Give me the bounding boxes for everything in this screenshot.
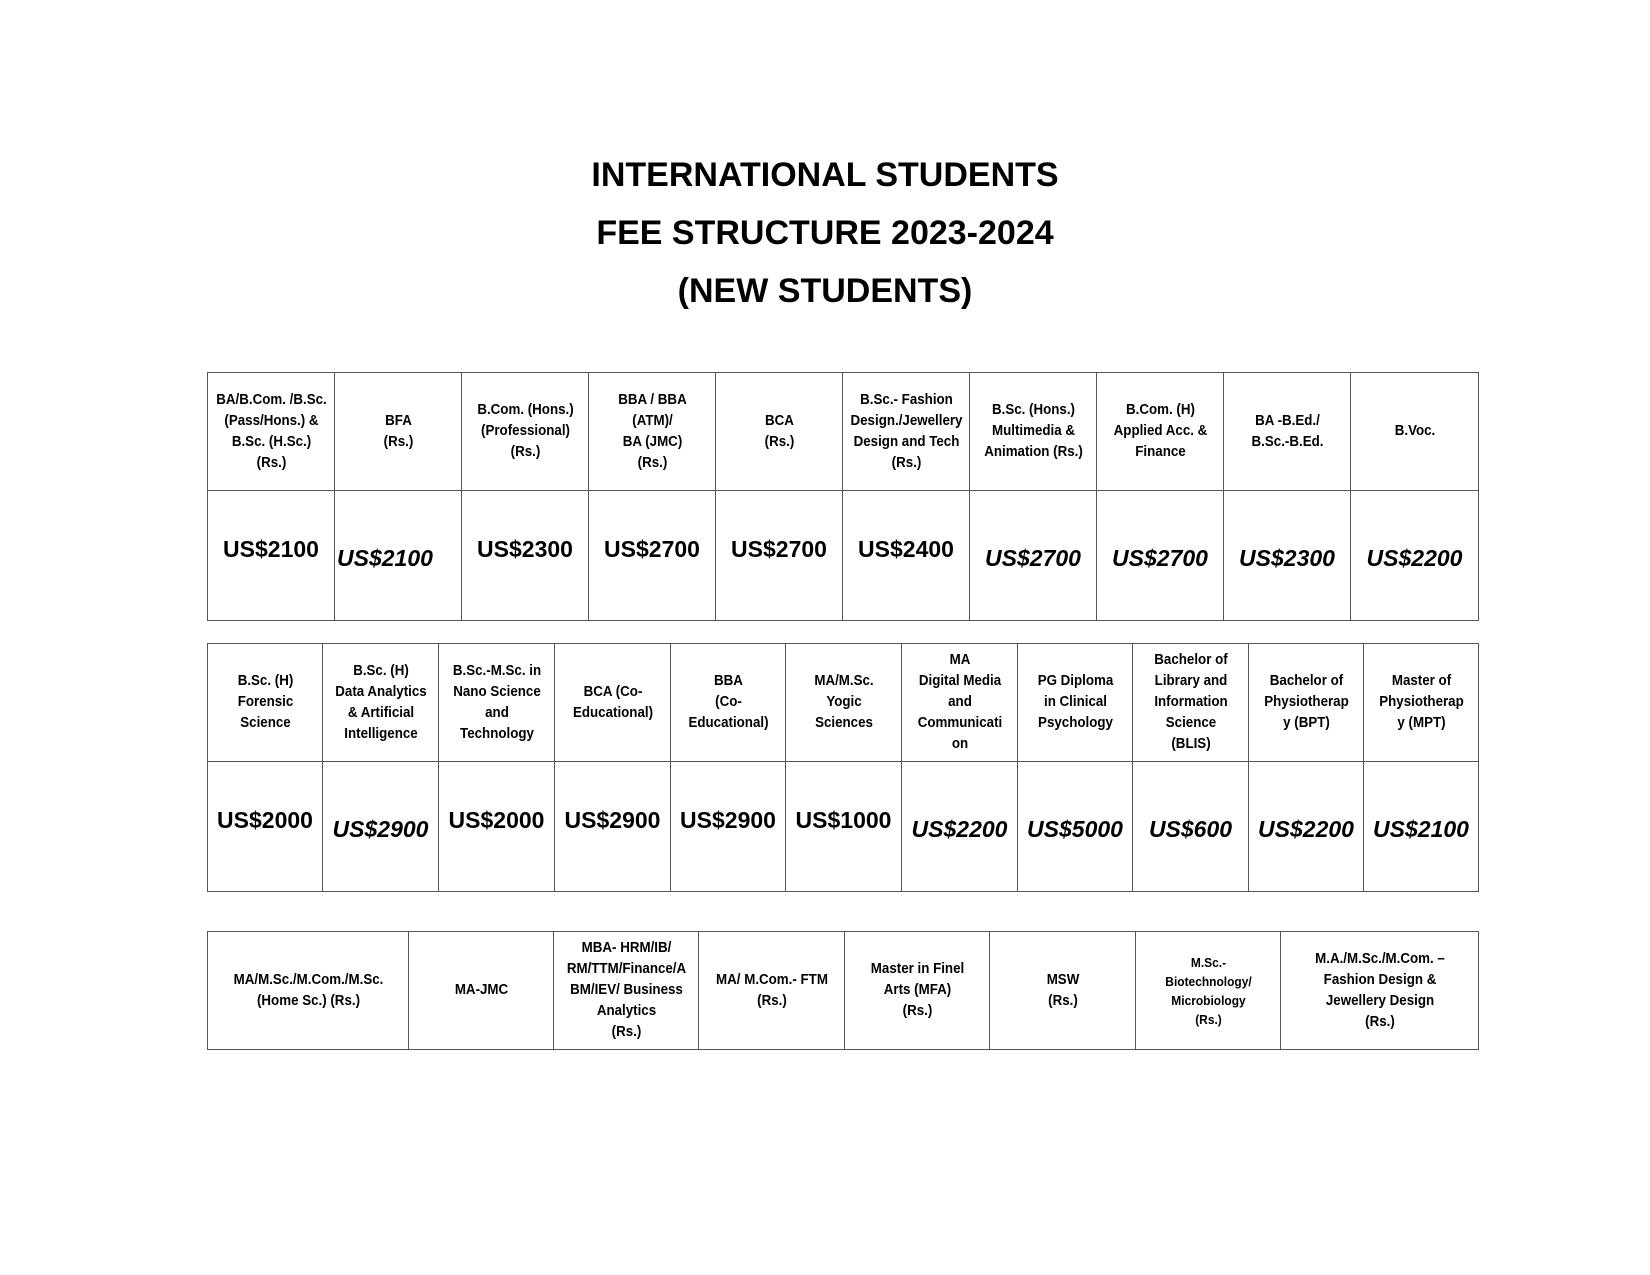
title-line-1: INTERNATIONAL STUDENTS [591, 156, 1059, 194]
fee-table-undergrad [207, 372, 1479, 621]
fee-value: US$2000 [208, 762, 323, 892]
column-header: B.Sc. (H) Data Analytics & Artificial Intelligence [327, 644, 434, 762]
column-header: PG Diploma in Clinical Psychology [1022, 644, 1128, 762]
fee-value: US$2300 [1224, 491, 1351, 621]
column-header: Bachelor of Library and Information Science (BLIS) [1137, 644, 1244, 762]
column-header: MA Digital Media and Communicati on [906, 644, 1013, 762]
column-header: MA/M.Sc./M.Com./M.Sc. (Home Sc.) (Rs.) [216, 932, 401, 1050]
column-header: BCA (Rs.) [721, 373, 838, 491]
fee-value: US$2200 [1351, 491, 1479, 621]
fee-value: US$2100 [208, 491, 335, 621]
fee-value: US$2700 [1097, 491, 1224, 621]
fee-value: US$2400 [843, 491, 970, 621]
column-header: BA/B.Com. /B.Sc. (Pass/Hons.) & B.Sc. (H.Sc.) (Rs.) [213, 373, 330, 491]
fee-table-specialized [207, 643, 1479, 892]
column-header: B.Com. (H) Applied Acc. & Finance [1102, 373, 1219, 491]
column-header: B.Sc.-M.Sc. in Nano Science and Technology [443, 644, 550, 762]
fee-value: US$5000 [1018, 762, 1133, 892]
table-row [208, 762, 1479, 892]
fee-value: US$2700 [716, 491, 843, 621]
title-line-3: (NEW STUDENTS) [677, 272, 973, 310]
table-header-row [208, 373, 1479, 491]
column-header: B.Sc. (Hons.) Multimedia & Animation (Rs.) [975, 373, 1092, 491]
table-header-row [208, 932, 1479, 1050]
column-header: Bachelor of Physiotherap y (BPT) [1253, 644, 1359, 762]
fee-value: US$1000 [786, 762, 902, 892]
fee-value: US$600 [1133, 762, 1249, 892]
fee-table-postgrad [207, 931, 1479, 1050]
column-header: B.Sc.- Fashion Design./Jewellery Design and Tech (Rs.) [848, 373, 965, 491]
column-header: BA -B.Ed./ B.Sc.-B.Ed. [1229, 373, 1346, 491]
column-header: MA/M.Sc. Yogic Sciences [790, 644, 897, 762]
fee-value: US$2300 [462, 491, 589, 621]
column-header: B.Com. (Hons.) (Professional) (Rs.) [467, 373, 584, 491]
fee-value: US$2900 [323, 762, 439, 892]
column-header: MBA- HRM/IB/ RM/TTM/Finance/A BM/IEV/ Business Analytics (Rs.) [559, 932, 692, 1050]
fee-value: US$2900 [555, 762, 671, 892]
column-header: MSW (Rs.) [995, 932, 1129, 1050]
column-header: BBA / BBA (ATM)/ BA (JMC) (Rs.) [594, 373, 711, 491]
column-header: B.Sc. (H) Forensic Science [212, 644, 318, 762]
fee-value: US$2700 [589, 491, 716, 621]
title-line-2: FEE STRUCTURE 2023-2024 [596, 214, 1054, 252]
fee-value: US$2000 [439, 762, 555, 892]
column-header: BCA (Co- Educational) [559, 644, 666, 762]
page-title [0, 146, 1650, 320]
column-header: MA/ M.Com.- FTM (Rs.) [704, 932, 838, 1050]
table-row [208, 491, 1479, 621]
column-header: BBA (Co- Educational) [675, 644, 781, 762]
column-header: M.A./M.Sc./M.Com. – Fashion Design & Jewellery Design (Rs.) [1288, 932, 1470, 1050]
column-header: Master of Physiotherap y (MPT) [1368, 644, 1474, 762]
fee-value: US$2100 [1364, 762, 1479, 892]
fee-value: US$2200 [1249, 762, 1364, 892]
column-header: BFA (Rs.) [340, 373, 457, 491]
fee-value: US$2200 [902, 762, 1018, 892]
fee-value: US$2100 [335, 491, 462, 621]
column-header: MA-JMC [414, 932, 547, 1050]
fee-value: US$2700 [970, 491, 1097, 621]
table-header-row [208, 644, 1479, 762]
column-header: M.Sc.- Biotechnology/ Microbiology (Rs.) [1141, 932, 1274, 1050]
fee-value: US$2900 [671, 762, 786, 892]
column-header: B.Voc. [1356, 373, 1474, 491]
column-header: Master in Finel Arts (MFA) (Rs.) [850, 932, 983, 1050]
